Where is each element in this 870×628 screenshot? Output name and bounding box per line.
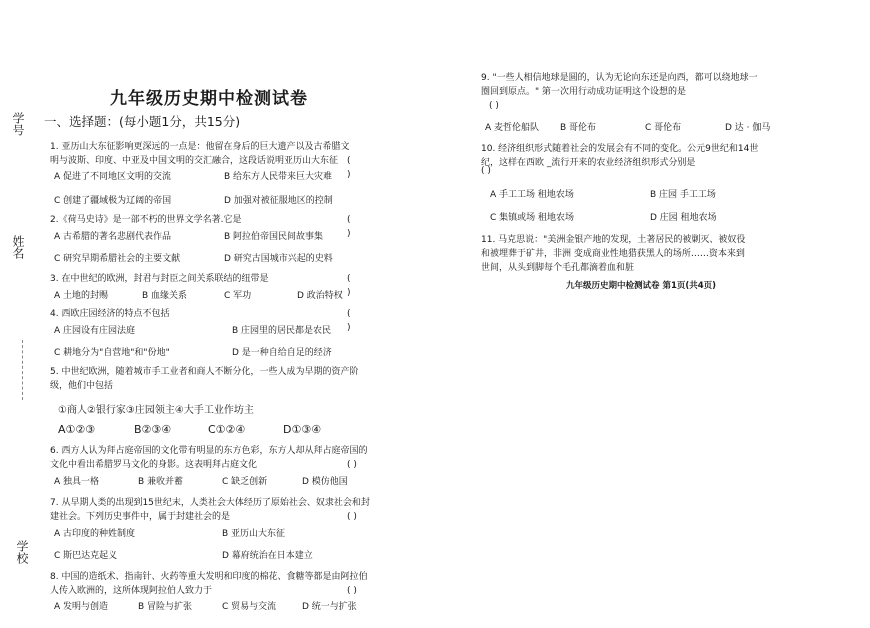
question-7 bbox=[50, 496, 375, 524]
question-text: 8. 中国的造纸术、指南针、火药等重大发明和印度的棉花、食糖等都是由阿拉伯人传入欧洲的，这所体现阿拉伯人致力于 bbox=[50, 572, 368, 596]
option-list: ①商人②银行家③庄园领主④大手工业作坊主 bbox=[58, 405, 254, 416]
option-d: D 政治特权 bbox=[297, 291, 343, 301]
answer-blank: ( ) bbox=[347, 156, 351, 180]
question-text: 2.《荷马史诗》是一部不朽的世界文学名著.它是 bbox=[50, 215, 242, 225]
option-a: A 古希腊的著名悲剧代表作品 bbox=[54, 232, 172, 242]
option-b: B 给东方人民带来巨大灾难 bbox=[224, 172, 333, 182]
option-b: B 冒险与扩张 bbox=[138, 602, 193, 612]
answer-blank: ( ) bbox=[347, 512, 357, 522]
option-b: B②③④ bbox=[134, 423, 172, 436]
question-6 bbox=[50, 444, 375, 472]
fold-line bbox=[22, 340, 24, 400]
answer-blank: ( ) bbox=[347, 215, 351, 239]
option-c: C 斯巴达克起义 bbox=[54, 551, 118, 561]
question-text: 4. 西欧庄园经济的特点不包括 bbox=[50, 309, 170, 319]
option-c: C 贸易与交流 bbox=[222, 602, 277, 612]
option-a: A 麦哲伦船队 bbox=[485, 123, 540, 133]
option-b: B 亚历山大东征 bbox=[222, 529, 286, 539]
option-a: A 发明与创造 bbox=[54, 602, 109, 612]
option-a: A 独具一格 bbox=[54, 477, 100, 487]
option-a: A 古印度的种姓制度 bbox=[54, 529, 136, 539]
answer-blank: ( ) bbox=[347, 586, 357, 596]
option-b: B 兼收并蓄 bbox=[138, 477, 184, 487]
school-label: 学校 bbox=[15, 540, 29, 564]
question-text: 6. 西方人认为拜占庭帝国的文化带有明显的东方色彩，东方人却从拜占庭帝国的文化中看出希腊罗马文化的身影。这表明拜占庭文化 bbox=[50, 446, 368, 470]
answer-blank: ( ) bbox=[347, 274, 351, 298]
question-10 bbox=[481, 142, 766, 176]
answer-blank: ( ) bbox=[347, 460, 357, 470]
page-title: 九年级历史期中检测试卷 bbox=[110, 89, 308, 109]
option-d: D 达 · 伽马 bbox=[725, 123, 771, 133]
option-a: A 土地的封赐 bbox=[54, 291, 109, 301]
binding-margin bbox=[0, 0, 40, 628]
option-b: B 哥伦布 bbox=[560, 123, 597, 133]
option-d: D 庄园 租地农场 bbox=[650, 213, 717, 223]
name-label: 姓名 bbox=[11, 235, 25, 259]
question-9 bbox=[481, 71, 766, 111]
option-c: C 耕地分为"自营地"和"份地" bbox=[54, 348, 170, 358]
question-11 bbox=[481, 233, 746, 275]
answer-blank: ( ) bbox=[481, 166, 491, 176]
question-text: 5. 中世纪欧洲，随着城市手工业者和商人不断分化，一些人成为早期的资产阶级，他们中包括 bbox=[50, 367, 359, 391]
option-d: D 加强对被征服地区的控制 bbox=[224, 196, 333, 206]
option-b: B 血缘关系 bbox=[142, 291, 188, 301]
option-a: A 手工工场 租地农场 bbox=[490, 190, 574, 200]
option-a: A①②③ bbox=[58, 423, 96, 436]
option-d: D 统一与扩张 bbox=[302, 602, 357, 612]
question-text: 11. 马克思说："美洲金银产地的发现，土著居民的被剿灭、被奴役和被埋葬于矿井，非洲 变成商业性地猎获黑人的场所……资本来到世间，从头到脚每个毛孔都滴着血和脏 bbox=[481, 235, 746, 273]
student-id-label: 学号 bbox=[11, 112, 25, 136]
question-text: 10. 经济组织形式随着社会的发展会有不同的变化。公元9世纪和14世纪，这样在西欧 _流行开来的农业经济组织形式分别是 bbox=[481, 144, 759, 168]
section-heading: 一、选择题：(每小题1分，共15分) bbox=[44, 114, 241, 129]
question-text: 3. 在中世纪的欧洲，封君与封臣之间关系联结的纽带是 bbox=[50, 274, 269, 284]
option-b: B 阿拉伯帝国民间故事集 bbox=[224, 232, 324, 242]
answer-blank: ( ) bbox=[489, 101, 499, 111]
option-c: C 哥伦布 bbox=[645, 123, 682, 133]
option-c: C 军功 bbox=[224, 291, 252, 301]
option-a: A 庄园设有庄园法庭 bbox=[54, 326, 136, 336]
option-d: D①③④ bbox=[283, 423, 322, 436]
option-d: D 模仿他国 bbox=[302, 477, 348, 487]
question-8 bbox=[50, 570, 375, 598]
option-c: C 集镇或场 租地农场 bbox=[490, 213, 575, 223]
question-5 bbox=[50, 365, 375, 393]
option-c: C 缺乏创新 bbox=[222, 477, 268, 487]
option-c: C 研究早期希腊社会的主要文献 bbox=[54, 254, 181, 264]
question-text: 1. 亚历山大东征影响更深远的一点是：他留在身后的巨大遗产以及古希腊文明与波斯、印度、中亚及中国文明的交汇融合，这段话说明亚历山大东征 bbox=[50, 142, 350, 166]
question-text: 7. 从早期人类的出现到15世纪末，人类社会大体经历了原始社会、奴隶社会和封建社会。下列历史事件中，属于封建社会的是 bbox=[50, 498, 370, 522]
answer-blank: ( ) bbox=[347, 309, 351, 333]
option-b: B 庄园里的居民都是农民 bbox=[232, 326, 332, 336]
option-b: B 庄园 手工工场 bbox=[650, 190, 716, 200]
option-a: A 促进了不同地区文明的交流 bbox=[54, 172, 172, 182]
question-text: 9. "一些人相信地球是圆的，认为无论向东还是向西，都可以绕地球一圈回到原点。" 第一次用行动成功证明这个设想的是 bbox=[481, 73, 758, 97]
option-d: D 幕府统治在日本建立 bbox=[222, 551, 313, 561]
option-d: D 研究古国城市兴起的史料 bbox=[224, 254, 333, 264]
option-c: C 创建了疆域极为辽阔的帝国 bbox=[54, 196, 172, 206]
option-c: C①②④ bbox=[208, 423, 246, 436]
page-footer: 九年级历史期中检测试卷 第1页(共4页) bbox=[566, 281, 717, 291]
option-d: D 是一种自给自足的经济 bbox=[232, 348, 332, 358]
